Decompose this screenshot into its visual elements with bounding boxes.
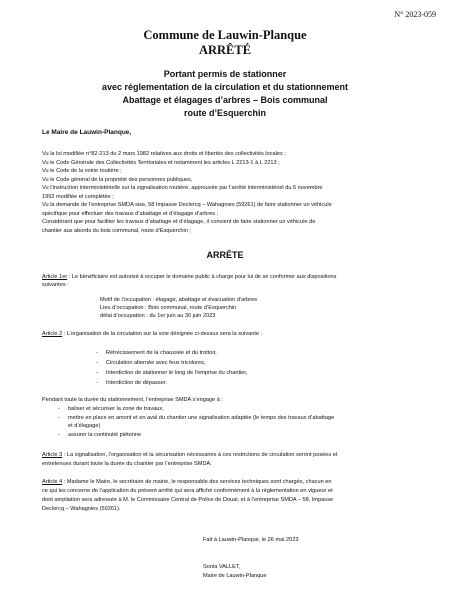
occupation-period: délai d’occupation : du 1er juin au 30 juin 2023 — [100, 313, 216, 319]
article-2-label: Article 2 — [42, 331, 63, 337]
document-number: N° 2023-059 — [394, 10, 436, 19]
arrete-heading: ARRÊTE — [206, 250, 244, 260]
article-1-label: Article 1er — [42, 274, 68, 280]
consideration-line: Vu le Code Générale des Collectivités Territoriales et notamment les articles L 2213-1 à L 2213 ; — [42, 159, 280, 166]
consideration-line: chantier aux abords du bois communal, route d’Esquerchin ; — [42, 227, 191, 234]
signatory-name: Sonia VALLET, — [203, 564, 241, 570]
article-1-line — [42, 273, 336, 282]
subject-line: avec réglementation de la circulation et du stationnement — [101, 82, 349, 92]
consideration-line: Vu le Code de la voirie routière ; — [42, 168, 122, 174]
works-item: - baliser et sécuriser la zone de travaux, — [58, 406, 164, 412]
consideration-line: Vu l’instruction interministérielle sur la signalisation routière, approuvée par l’arrêté interministériel du 6 novembre — [42, 185, 323, 191]
place-and-date: Fait à Lauwin-Planque, le 26 mai 2023 — [203, 537, 299, 543]
commune-name: Commune de Lauwin-Planque — [143, 28, 307, 42]
document-type-title: ARRÊTÉ — [198, 43, 252, 57]
consideration-line: 1992 modifiée et complétée ; — [42, 193, 114, 200]
circulation-item: - Interdiction de stationner le long de l’emprise du chantier, — [96, 370, 248, 376]
article-3-line — [42, 451, 337, 460]
article-4-text-continued: dont ampliation sera adressée à M. le Commissaire Central de Police de Douai, et à l’entreprise SMDA – 58, Impasse — [42, 497, 334, 503]
subject-line: route d’Esquerchin — [183, 108, 266, 118]
subject-block — [60, 68, 390, 120]
circulation-item: - Rétrécissement de la chaussée et du trottoir, — [96, 350, 217, 356]
signatory-title: Maire de Lauwin-Planque — [203, 573, 267, 579]
article-4-label: Article 4 — [42, 479, 63, 485]
article-4-text-continued: ce qui les concerne de l’application du présent arrêté qui sera affiché conformément à la réglementation en vigueur et — [42, 488, 333, 494]
circulation-item: - Interdiction de dépasser. — [96, 380, 167, 386]
works-item: - assurer la continuité piétonne — [58, 432, 142, 438]
mayor-intro: Le Maire de Lauwin-Planque, — [42, 129, 132, 136]
considerations-list — [42, 150, 422, 235]
consideration-line: spécifique pour effectuer des travaux d’abattage et d’élagage d’arbres ; — [42, 210, 219, 217]
works-item: - mettre en place en amont et en aval du chantier une signalisation adaptée (le temps des travaux d’abattage — [58, 415, 335, 421]
consideration-line: Vu le Code général de la propriété des personnes publiques, — [42, 176, 193, 183]
consideration-line: Considérant que pour faciliter les travaux d’abattage et d’élagage, il convient de faire stationner un véhicule de — [42, 219, 316, 225]
article-3-text-continued: entretenues durant toute la durée du chantier par l’entreprise SMDA. — [42, 461, 212, 467]
article-2-line — [42, 330, 262, 339]
article-4-line — [42, 478, 331, 487]
occupation-motif: Motif de l’occupation : élagage, abattage et évacuation d’arbres — [100, 297, 258, 303]
consideration-line: Vu la demande de l’entreprise SMDA sise, 58 Impasse Declercq – Wahagnies (59261) de faire stationner un véhicule — [42, 202, 332, 208]
subject-line: Abattage et élagages d’arbres – Bois communal — [122, 95, 328, 105]
article-3-text: : La signalisation, l’organisation et la sécurisation nécessaires à ces restrictions de circulation seront posées et — [62, 452, 338, 458]
article-4-text-continued: Declercq – Wahagnies (59261). — [42, 506, 121, 512]
article-1-text: : Le bénéficiaire est autorisé à occuper le domaine public à charge pour lui de se conformer aux dispositions — [67, 274, 337, 280]
occupation-place: Lieu d’occupation : Bois communal, route d’Esquerchin — [100, 305, 237, 311]
article-3-label: Article 3 — [42, 452, 63, 458]
consideration-line: Vu la loi modifiée n°82-213 du 2 mars 1982 relatives aux droits et libertés des collectivités locales ; — [42, 151, 286, 157]
subject-line: Portant permis de stationner — [163, 69, 287, 79]
works-item-continued: et d’élagage) — [68, 423, 101, 429]
article-1-text-continued: suivantes : — [42, 282, 69, 288]
article-2-text: : L’organisation de la circulation sur la voie désignée ci-dessus sera la suivante : — [62, 331, 263, 337]
article-4-text: : Madame le Maire, le secrétaire de mairie, le responsable des services techniques sont chargés, chacun en — [62, 479, 332, 485]
works-intro: Pendant toute la durée du stationnement, l’entreprise SMDA s’engage à : — [42, 397, 223, 403]
circulation-item: - Circulation alternée avec feux tricolores, — [96, 360, 206, 366]
